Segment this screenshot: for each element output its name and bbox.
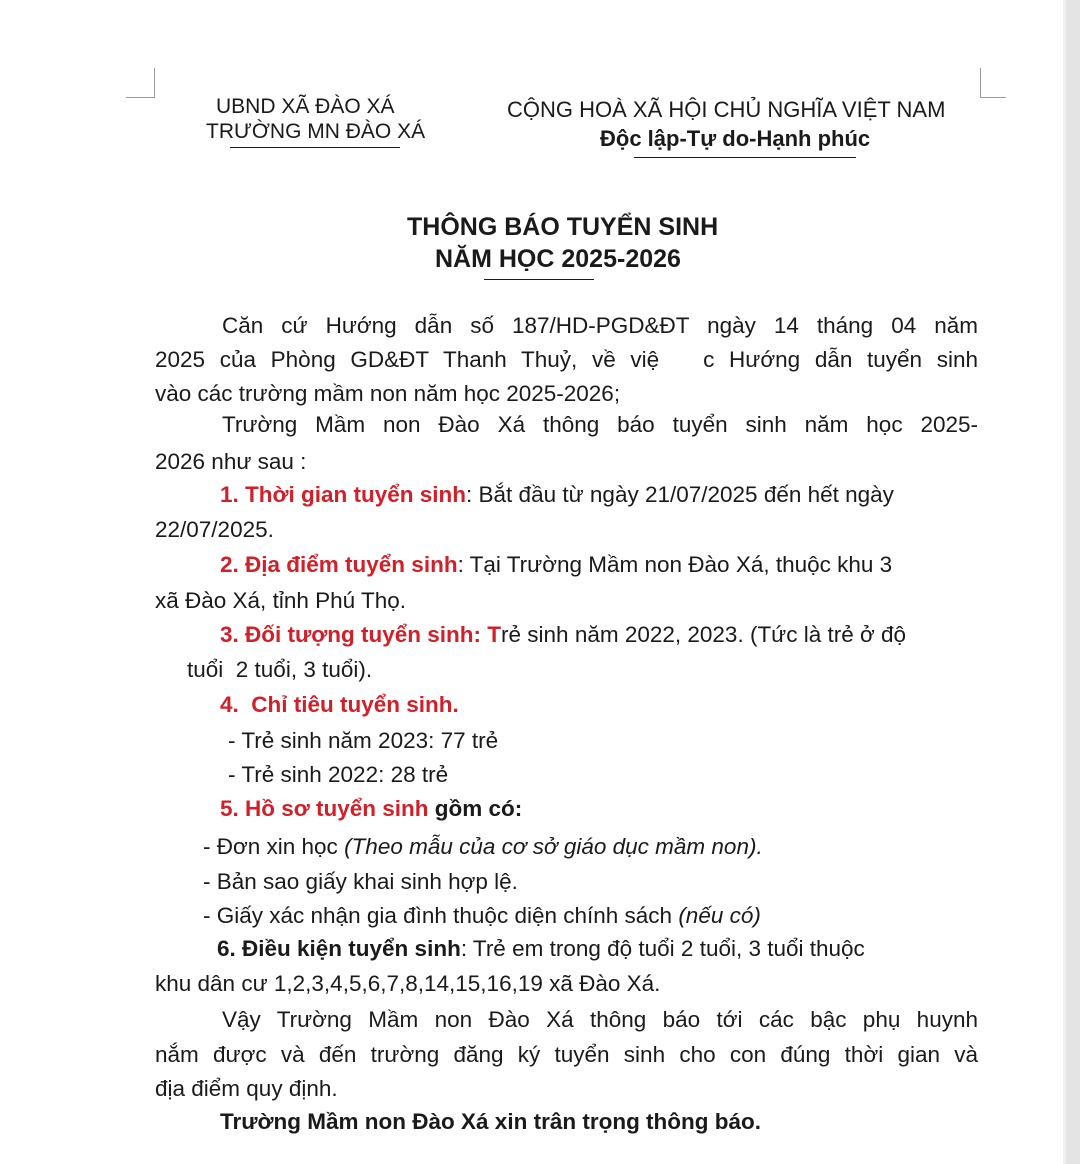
intro-line-5: 2026 như sau : bbox=[155, 449, 307, 474]
document-item-2: - Bản sao giấy khai sinh hợp lệ. bbox=[203, 869, 518, 894]
section-3-text: rẻ sinh năm 2022, 2023. (Tức là trẻ ở độ bbox=[501, 622, 907, 647]
quota-2022: - Trẻ sinh 2022: 28 trẻ bbox=[228, 762, 449, 787]
section-5-heading-rest: gồm có: bbox=[434, 796, 523, 821]
closing-line-3: địa điểm quy định. bbox=[155, 1076, 338, 1101]
crop-mark-left-v bbox=[154, 68, 155, 98]
section-6-text: : Trẻ em trong độ tuổi 2 tuổi, 3 tuổi thuộc bbox=[460, 936, 865, 961]
crop-mark-right-h bbox=[980, 97, 1006, 98]
intro-line-2: 2025 của Phòng GD&ĐT Thanh Thuỷ, về việ c Hướng dẫn tuyển sinh bbox=[155, 347, 978, 372]
intro-line-1: Căn cứ Hướng dẫn số 187/HD-PGD&ĐT ngày 14 tháng 04 năm bbox=[222, 313, 978, 338]
school-name-underline bbox=[230, 147, 400, 148]
section-1-line bbox=[220, 482, 894, 508]
section-2-heading: 2. Địa điểm tuyển sinh bbox=[220, 552, 458, 577]
authority-name: UBND XÃ ĐÀO XÁ bbox=[216, 95, 395, 118]
section-5-heading: 5. Hồ sơ tuyển sinh bbox=[220, 796, 435, 821]
document-item-1-text: - Đơn xin học bbox=[203, 834, 345, 859]
section-3-line bbox=[220, 622, 906, 648]
document-item-3 bbox=[203, 903, 761, 929]
section-2-location: xã Đào Xá, tỉnh Phú Thọ. bbox=[155, 588, 406, 613]
document-title: THÔNG BÁO TUYỂN SINH bbox=[407, 213, 719, 241]
closing-line-1: Vậy Trường Mầm non Đào Xá thông báo tới các bậc phụ huynh bbox=[222, 1007, 978, 1032]
crop-mark-left-h bbox=[126, 97, 155, 98]
closing-statement: Trường Mầm non Đào Xá xin trân trọng thông báo. bbox=[220, 1109, 762, 1134]
closing-line-2: nắm được và đến trường đăng ký tuyển sinh cho con đúng thời gian và bbox=[155, 1042, 978, 1067]
document-item-3-text: - Giấy xác nhận gia đình thuộc diện chính sách bbox=[203, 903, 679, 928]
document-item-1 bbox=[203, 834, 763, 860]
section-1-text: : Bắt đầu từ ngày 21/07/2025 đến hết ngày bbox=[466, 482, 894, 507]
intro-line-3: vào các trường mầm non năm học 2025-2026; bbox=[155, 381, 621, 406]
crop-mark-right-v bbox=[980, 68, 981, 98]
section-4-heading: 4. Chỉ tiêu tuyển sinh. bbox=[220, 692, 459, 717]
vertical-scrollbar[interactable] bbox=[1066, 0, 1080, 1164]
motto-underline bbox=[634, 157, 856, 158]
section-6-areas: khu dân cư 1,2,3,4,5,6,7,8,14,15,16,19 xã Đào Xá. bbox=[155, 971, 661, 996]
title-underline bbox=[484, 279, 594, 280]
section-1-heading: 1. Thời gian tuyển sinh bbox=[220, 482, 467, 507]
section-6-line bbox=[217, 936, 865, 962]
intro-line-4: Trường Mầm non Đào Xá thông báo tuyển sinh năm học 2025- bbox=[222, 412, 978, 437]
section-2-line bbox=[220, 552, 892, 578]
section-1-date: 22/07/2025. bbox=[155, 517, 274, 542]
section-5-line bbox=[220, 796, 522, 822]
document-item-1-note: (Theo mẫu của cơ sở giáo dục mầm non). bbox=[344, 834, 763, 859]
section-2-text: : Tại Trường Mầm non Đào Xá, thuộc khu 3 bbox=[457, 552, 893, 577]
nation-name: CỘNG HOÀ XÃ HỘI CHỦ NGHĨA VIỆT NAM bbox=[507, 97, 946, 122]
section-3-age: tuổi 2 tuổi, 3 tuổi). bbox=[187, 657, 373, 682]
school-name: TRƯỜNG MN ĐÀO XÁ bbox=[206, 120, 426, 143]
section-6-heading: 6. Điều kiện tuyển sinh bbox=[217, 936, 461, 961]
quota-2023: - Trẻ sinh năm 2023: 77 trẻ bbox=[228, 728, 499, 753]
school-year-title: NĂM HỌC 2025-2026 bbox=[435, 245, 681, 273]
document-item-3-note: (nếu có) bbox=[678, 903, 761, 928]
section-3-heading: 3. Đối tượng tuyển sinh: T bbox=[220, 622, 502, 647]
national-motto: Độc lập-Tự do-Hạnh phúc bbox=[600, 126, 871, 151]
